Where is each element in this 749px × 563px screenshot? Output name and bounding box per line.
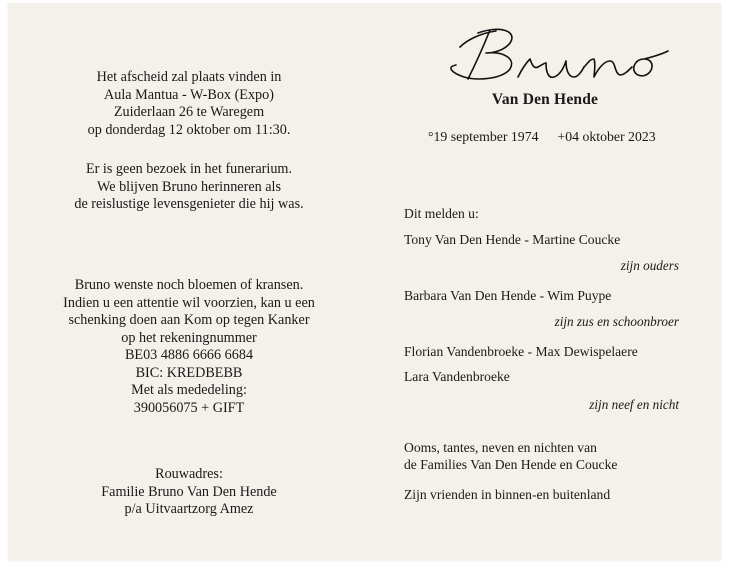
donation-line: Met als mededeling: <box>131 382 247 398</box>
donation-line: Indien u een attentie wil voorzien, kan u een <box>63 294 315 311</box>
donation-line: 390056075 + GIFT <box>133 399 245 416</box>
ceremony-line: Aula Mantua - W-Box (Expo) <box>104 86 274 103</box>
extended-family-line: Ooms, tantes, neven en nichten van <box>404 440 597 455</box>
visit-line: Er is geen bezoek in het funerarium. <box>85 161 293 177</box>
extended-family-line: de Families Van Den Hende en Coucke <box>404 457 618 472</box>
death-date: +04 oktober 2023 <box>557 129 656 144</box>
surname: Van Den Hende <box>491 91 599 108</box>
donation-line: BE03 4886 6666 6684 <box>124 347 254 363</box>
extended-family <box>404 439 617 473</box>
visit-block <box>44 161 334 214</box>
nephew-role: zijn neef en nicht <box>589 397 679 412</box>
address-line: Familie Bruno Van Den Hende <box>101 483 277 500</box>
address-line: p/a Uitvaartzorg Amez <box>124 501 254 517</box>
sibling-names: Barbara Van Den Hende - Wim Puype <box>404 288 612 303</box>
donation-block <box>44 277 334 417</box>
parents-names: Tony Van Den Hende - Martine Coucke <box>404 232 621 247</box>
signature-first-name <box>438 21 678 91</box>
donation-line: op het rekeningnummer <box>121 329 257 346</box>
ceremony-line: Zuiderlaan 26 te Waregem <box>113 104 265 120</box>
friends-line: Zijn vrienden in binnen-en buitenland <box>404 487 611 502</box>
visit-line: de reislustige levensgenieter die hij was. <box>74 196 304 212</box>
announcement-intro: Dit melden u: <box>404 206 479 221</box>
ceremony-line: op donderdag 12 oktober om 11:30. <box>87 121 291 138</box>
donation-line: schenking doen aan Kom op tegen Kanker <box>68 312 310 328</box>
address-line: Rouwadres: <box>155 466 223 482</box>
birth-date: °19 september 1974 <box>428 129 539 144</box>
mourning-card <box>8 3 721 560</box>
donation-line: BIC: KREDBEBB <box>135 364 243 381</box>
parents-role: zijn ouders <box>620 258 679 273</box>
visit-line: We blijven Bruno herinneren als <box>96 178 282 195</box>
address-block <box>44 466 334 519</box>
sibling-role: zijn zus en schoonbroer <box>554 314 679 329</box>
ceremony-block <box>44 69 334 139</box>
handwritten-signature <box>438 21 678 91</box>
donation-line: Bruno wenste noch bloemen of kransen. <box>74 277 304 293</box>
ceremony-line: Het afscheid zal plaats vinden in <box>96 69 282 85</box>
nephew-names: Florian Vandenbroeke - Max Dewispelaere <box>404 344 638 359</box>
life-dates <box>428 129 656 145</box>
niece-names: Lara Vandenbroeke <box>404 369 510 384</box>
